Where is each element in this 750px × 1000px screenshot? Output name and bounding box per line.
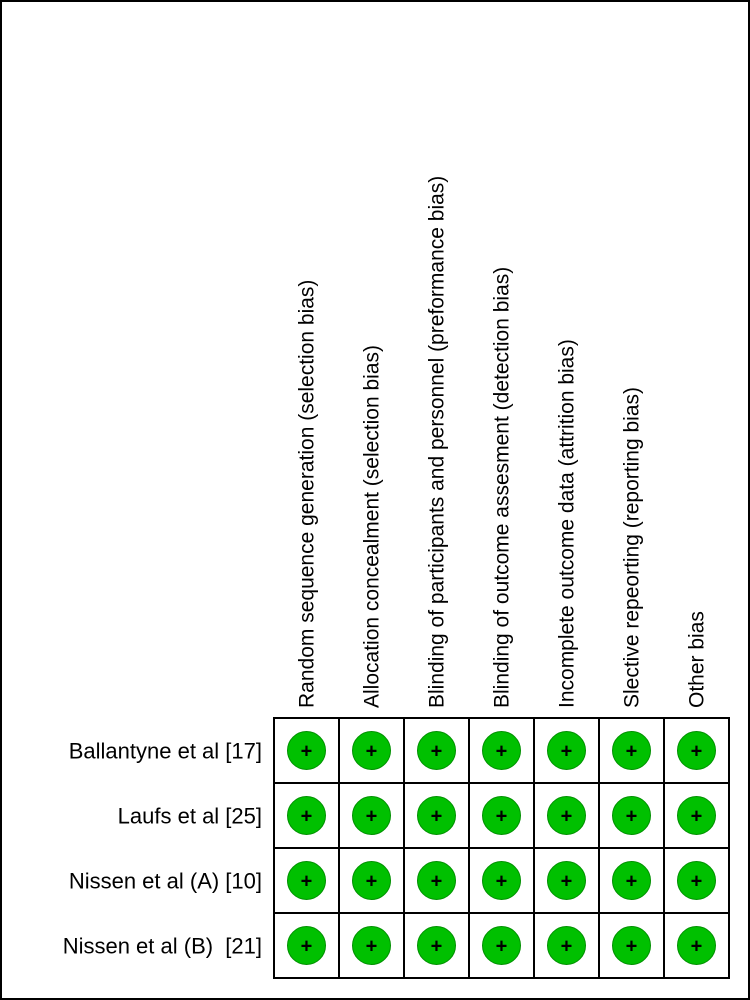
judgement-symbol: + [365,805,378,828]
judgement-symbol: + [495,870,508,893]
judgement-symbol: + [365,870,378,893]
judgement-symbol: + [430,935,443,958]
study-label: Nissen et al (A) [10] [68,868,262,894]
judgement-symbol: + [625,935,638,958]
judgement-symbol: + [430,870,443,893]
judgement-symbol: + [625,870,638,893]
judgement-symbol: + [690,805,703,828]
judgement-symbol: + [300,935,313,958]
judgement-symbol: + [625,740,638,763]
judgement-symbol: + [495,740,508,763]
judgement-symbol: + [430,740,443,763]
column-header: Allocation concealment (selection bias) [360,344,384,708]
judgement-symbol: + [560,935,573,958]
judgement-symbol: + [625,805,638,828]
judgement-symbol: + [690,870,703,893]
judgement-symbol: + [560,740,573,763]
judgement-symbol: + [560,870,573,893]
judgement-symbol: + [300,805,313,828]
judgement-symbol: + [365,740,378,763]
judgement-symbol: + [300,740,313,763]
column-header: Slective repeorting (reporting bias) [620,387,644,708]
column-header: Random sequence generation (selection bias) [295,279,319,708]
study-label: Ballantyne et al [17] [68,738,262,764]
judgement-symbol: + [495,935,508,958]
judgement-symbol: + [365,935,378,958]
judgement-symbol: + [430,805,443,828]
judgement-symbol: + [560,805,573,828]
column-header: Other bias [685,611,709,708]
study-label: Nissen et al (B) [21] [62,933,262,959]
column-header: Blinding of participants and personnel (preformance bias) [425,175,449,708]
judgement-symbol: + [690,935,703,958]
study-label: Laufs et al [25] [117,803,262,829]
column-header: Incomplete outcome data (attrition bias) [555,339,579,708]
judgement-symbol: + [495,805,508,828]
column-header: Blinding of outcome assesment (detection bias) [490,266,514,708]
judgement-symbol: + [690,740,703,763]
judgement-symbol: + [300,870,313,893]
